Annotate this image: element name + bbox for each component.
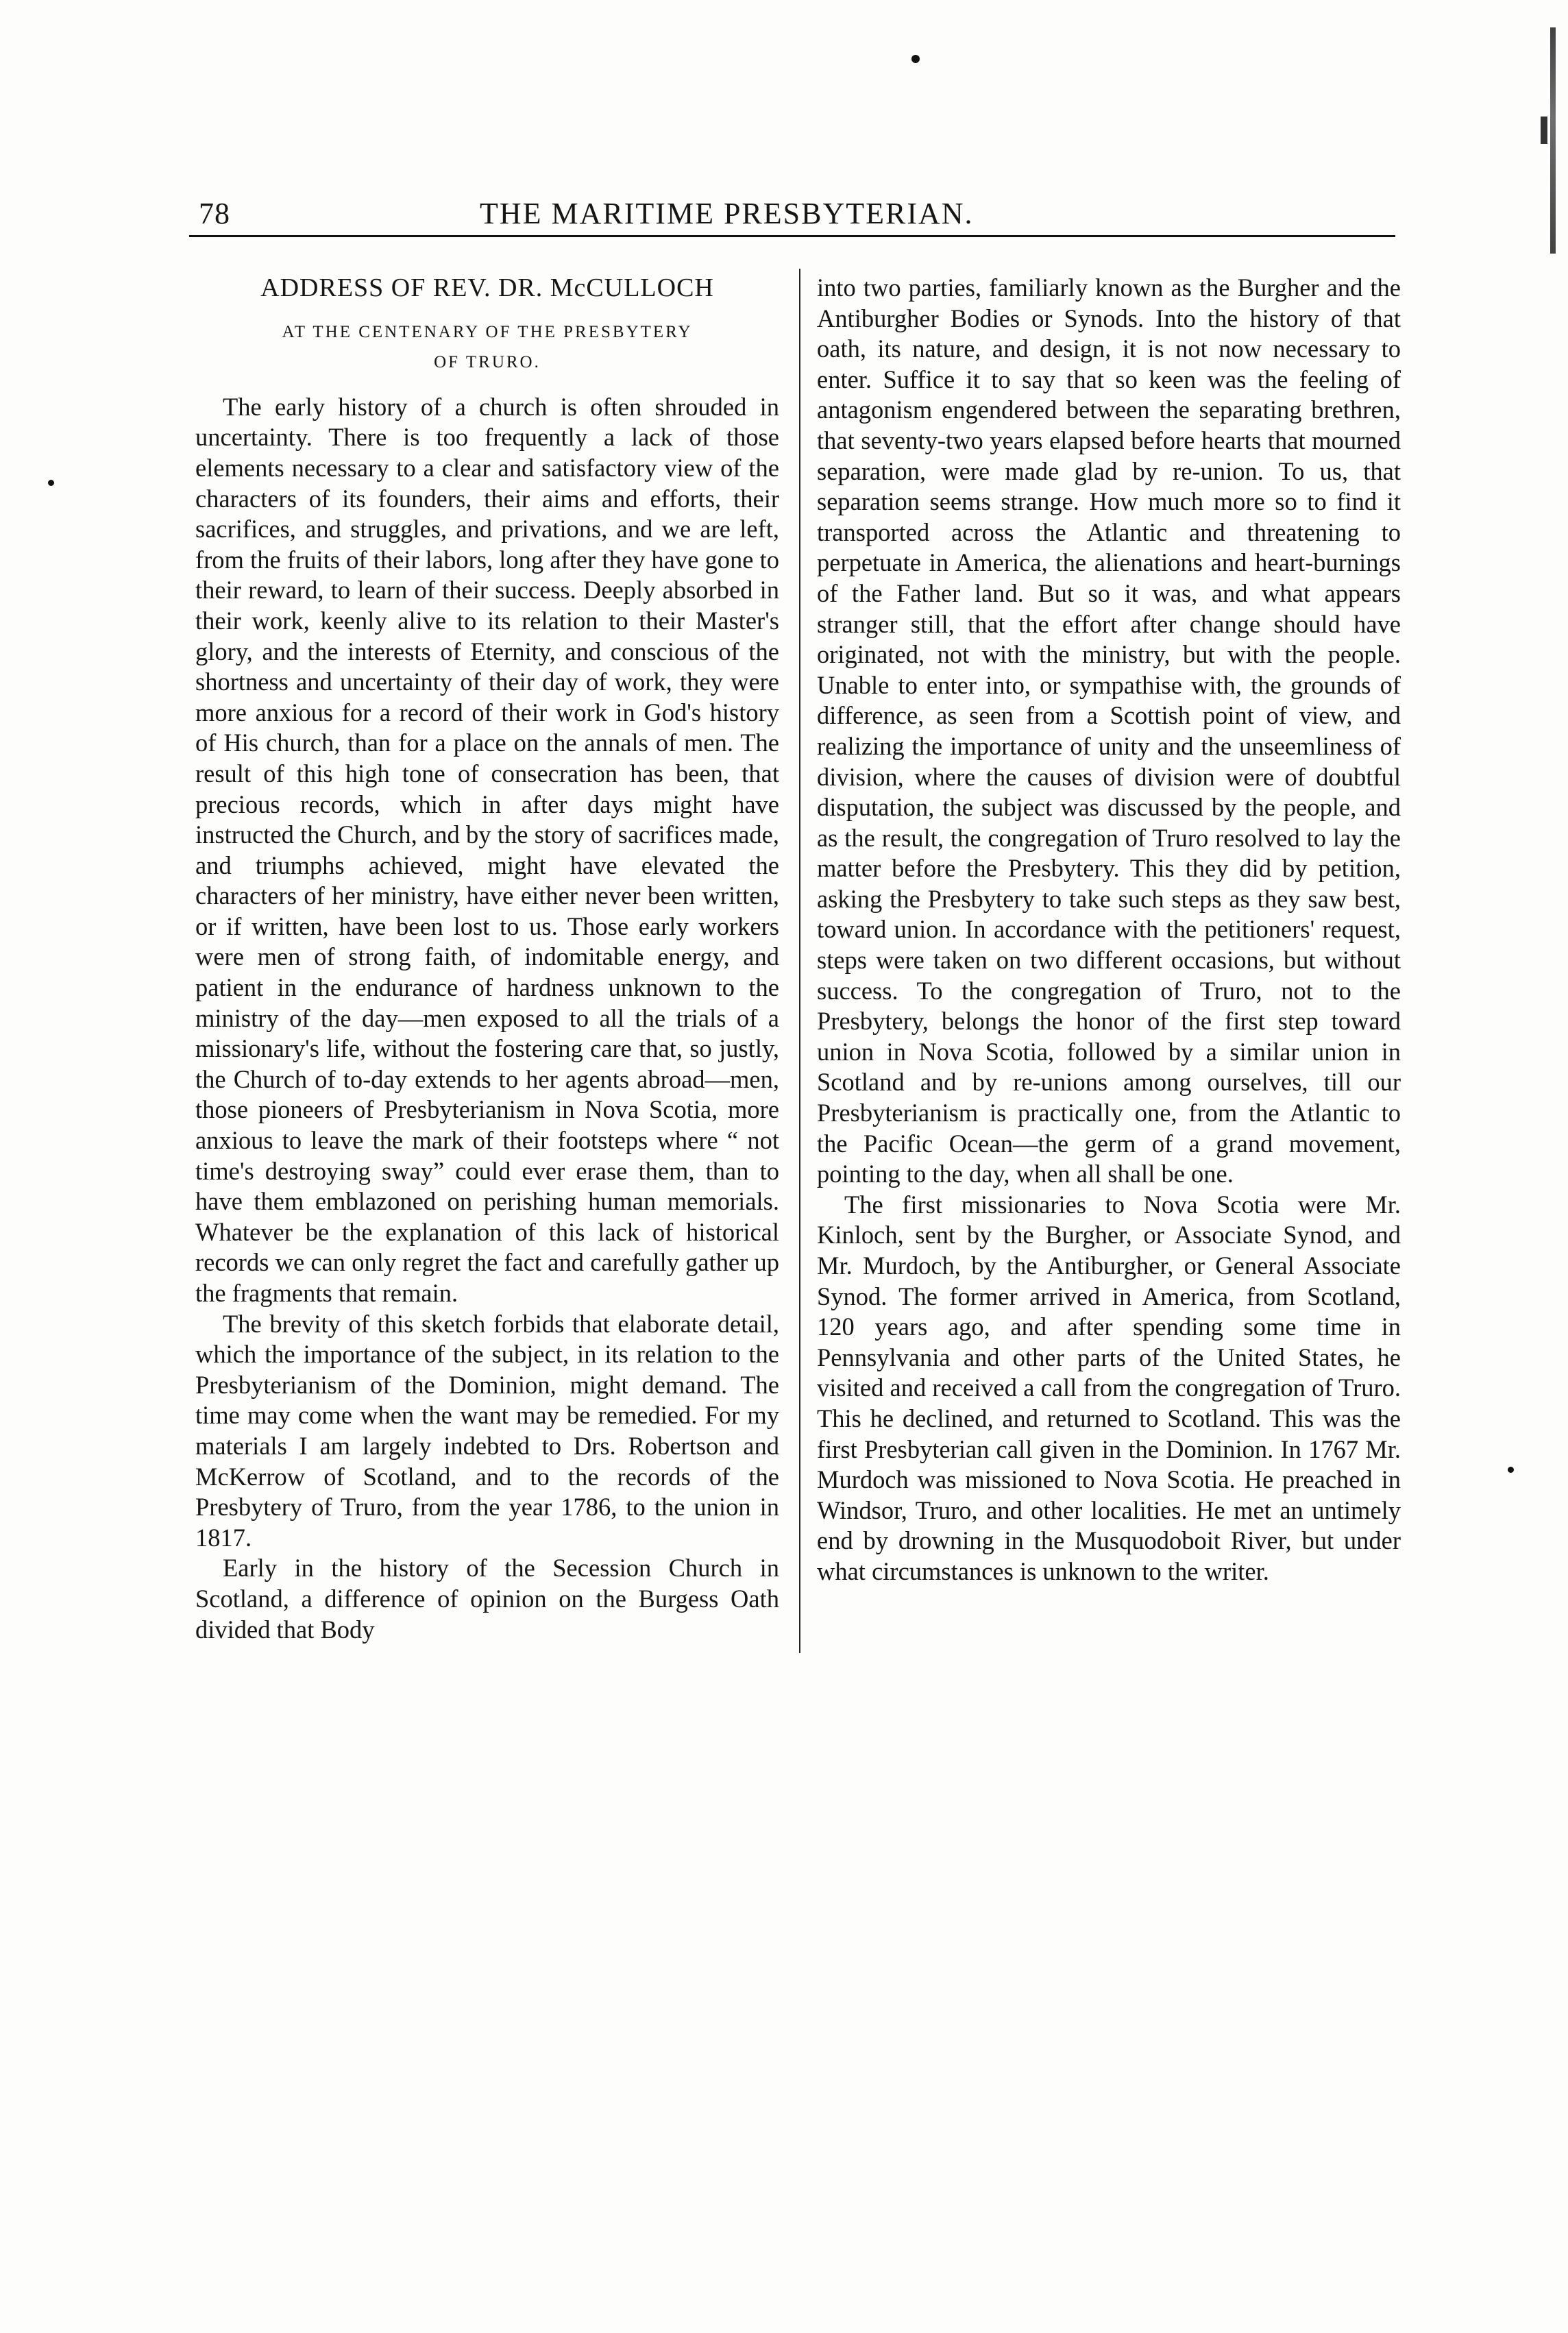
page-edge-mark (1550, 27, 1556, 254)
paragraph: The early history of a church is often shrouded in uncertainty. There is too frequently a lack of those elements necessary to a clear and satisfactory view of the characters of its founders, their aims and efforts, their sacrifices, and struggles, and privations, and we are left, from the fruits of their labors, long after they have gone to their reward, to learn of their success. Deeply absorbed in their work, keenly alive to its relation to their Master's glory, and the interests of Eternity, and conscious of the shortness and uncertainty of their day of work, they were more anxious for a record of their work in God's history of His church, than for a place on the annals of men. The result of this high tone of consecration has been, that precious records, which in after days might have instructed the Church, and by the story of sacrifices made, and triumphs achieved, might have elevated the characters of her ministry, have either never been written, or if written, have been lost to us. Those early workers were men of strong faith, of indomitable energy, and patient in the endurance of hardness unknown to the ministry of the day—men exposed to all the trials of a missionary's life, without the fostering care that, so justly, the Church of to-day extends to her agents abroad—men, those pioneers of Presbyterianism in Nova Scotia, more anxious to leave the mark of their footsteps where “ not time's destroying sway” could ever erase them, than to have them emblazoned on perishing human memorials. Whatever be the explanation of this lack of historical records we can only regret the fact and carefully gather up the fragments that remain. (195, 392, 779, 1307)
running-title: THE MARITIME PRESBYTERIAN. (480, 197, 974, 230)
ink-dot (911, 55, 920, 63)
article-subtitle: AT THE CENTENARY OF THE PRESBYTERY (282, 322, 693, 341)
paragraph: Early in the history of the Secession Church in Scotland, a difference of opinion on the Burgess Oath divided that Body (195, 1554, 779, 1644)
paragraph: The first missionaries to Nova Scotia were Mr. Kinloch, sent by the Burgher, or Associate Synod, and Mr. Murdoch, by the Antiburgher, or General Associate Synod. The former arrived in America, from Scotland, 120 years ago, and after spending some time in Pennsylvania and other parts of the United States, he visited and received a call from the congregation of Truro. This he declined, and returned to Scotland. This was the first Presbyterian call given in the Dominion. In 1767 Mr. Murdoch was missioned to Nova Scotia. He preached in Windsor, Truro, and other localities. He met an untimely end by drowning in the Musquodoboit River, but under what circumstances is unknown to the writer. (817, 1190, 1401, 1585)
left-column (195, 273, 779, 1645)
column-divider (799, 269, 800, 1653)
article-subtitle: OF TRURO. (434, 353, 541, 372)
paragraph: The brevity of this sketch forbids that elaborate detail, which the importance of the subject, in its relation to the Presbyterianism of the Dominion, might demand. The time may come when the want may be remedied. For my materials I am largely indebted to Drs. Robertson and McKerrow of Scotland, and to the records of the Presbytery of Truro, from the year 1786, to the union in 1817. (195, 1309, 779, 1552)
ink-dot (48, 480, 54, 486)
spacer (195, 304, 779, 317)
page-edge-mark (1541, 117, 1547, 144)
article-title: ADDRESS OF REV. DR. McCULLOCH (260, 273, 714, 302)
page-number: 78 (199, 197, 230, 230)
ink-dot (1508, 1467, 1514, 1473)
right-column (817, 273, 1401, 1587)
paragraph: into two parties, familiarly known as the Burgher and the Antiburgher Bodies or Synods. Into the history of that oath, its nature, and design, it is not now necessary to enter. Suffice it to say that so keen was the feeling of antagonism engendered between the separating brethren, that seventy-two years elapsed before hearts that mourned separation, were made glad by re-union. To us, that separation seems strange. How much more so to find it transported across the Atlantic and threatening to perpetuate in America, the alienations and heart-burnings of the Father land. But so it was, and what appears stranger still, that the effort after change should have originated, not with the ministry, but with the people. Unable to enter into, or sympathise with, the grounds of difference, as seen from a Scottish point of view, and realizing the importance of unity and the unseemliness of division, where the causes of division were of doubtful disputation, the subject was discussed by the people, and as the result, the congregation of Truro resolved to lay the matter before the Presbytery. This they did by petition, asking the Presbytery to take such steps as they saw best, toward union. In accordance with the petitioners' request, steps were taken on two different occasions, but without success. To the congregation of Truro, not to the Presbytery, belongs the honor of the first step toward union in Nova Scotia, followed by a similar union in Scotland and by re-unions among ourselves, till our Presbyterianism is practically one, from the Atlantic to the Pacific Ocean—the germ of a grand movement, pointing to the day, when all shall be one. (817, 273, 1401, 1188)
spacer (195, 378, 779, 392)
header-rule (189, 235, 1395, 237)
